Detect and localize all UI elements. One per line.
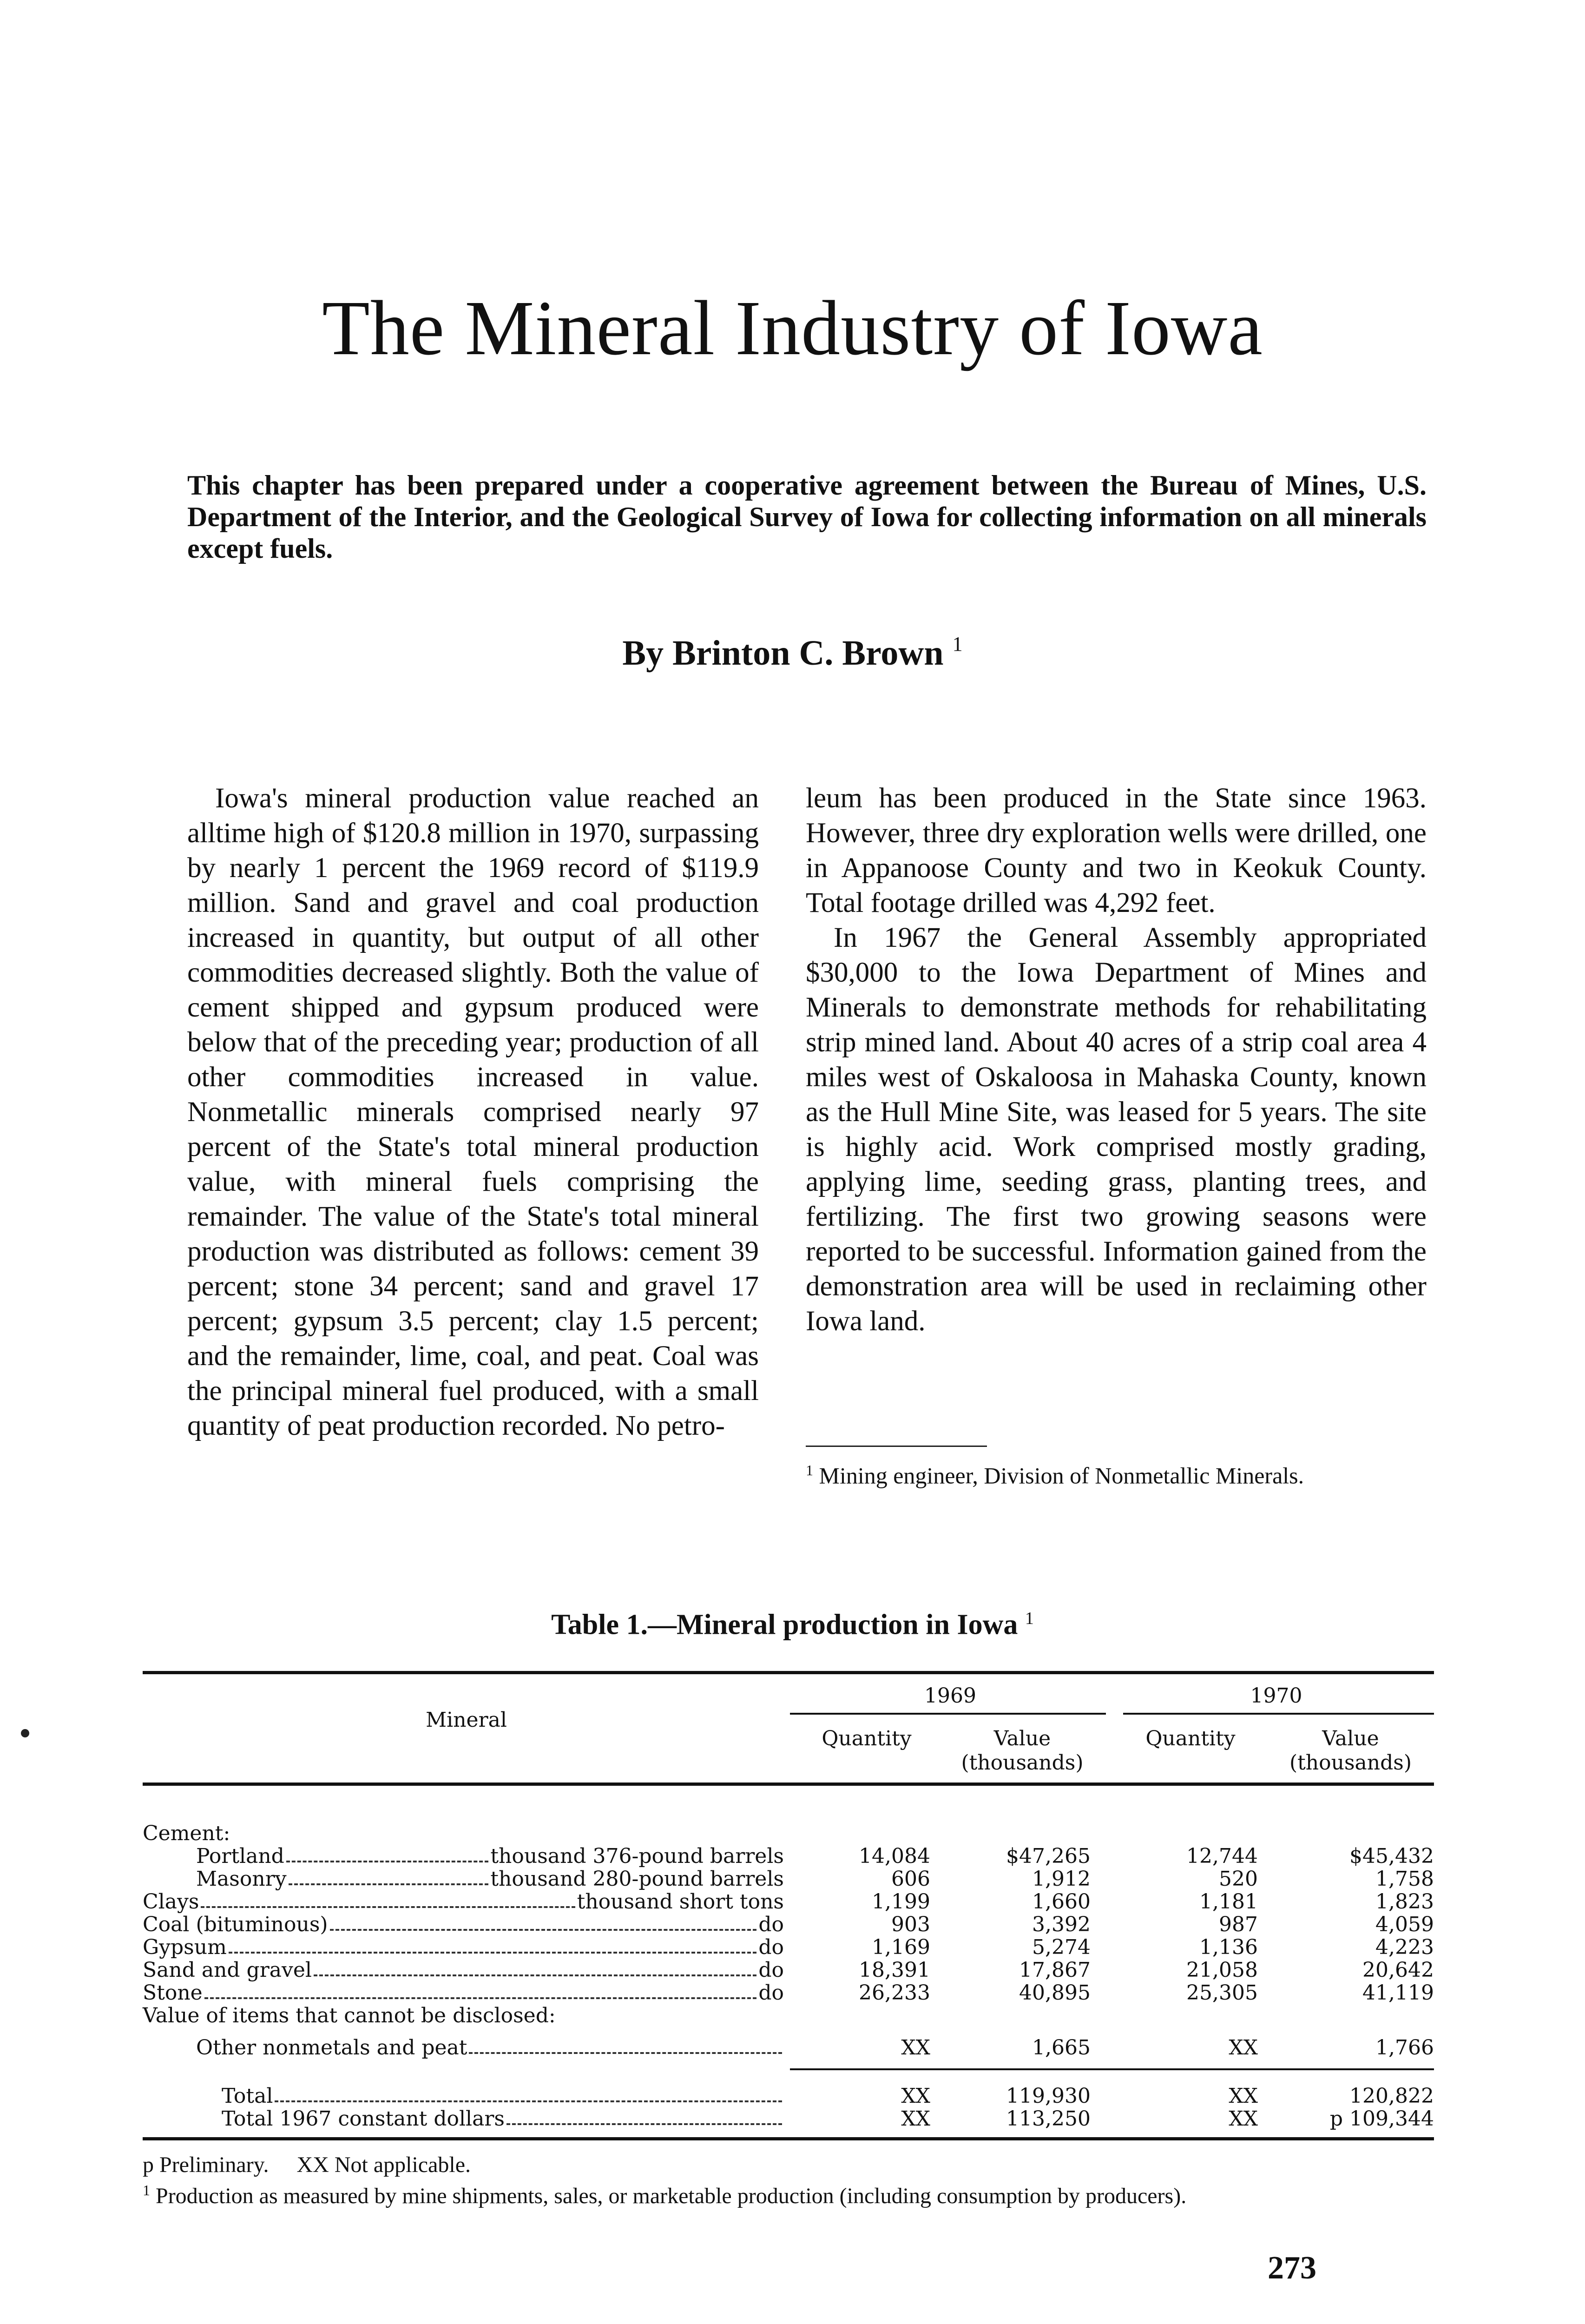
value-1970: $45,432 xyxy=(1349,1844,1434,1868)
header-year-1970: 1970 xyxy=(1250,1684,1302,1708)
leader-dots xyxy=(275,2085,782,2102)
quantity-1969: 26,233 xyxy=(859,1981,930,2005)
page-number: 273 xyxy=(1268,2250,1316,2286)
quantity-1970: 987 xyxy=(1219,1913,1258,1936)
quantity-1969: 18,391 xyxy=(859,1958,930,1982)
value-1970: 4,059 xyxy=(1375,1913,1434,1936)
quantity-1970: 21,058 xyxy=(1186,1958,1258,1982)
value-1969: 17,867 xyxy=(1019,1958,1091,1982)
footnote-mark: 1 xyxy=(952,633,963,655)
total-row xyxy=(143,2107,1434,2131)
unit-label: thousand short tons xyxy=(577,1890,784,1914)
quantity-1969: XX xyxy=(901,2107,930,2131)
body-column-right xyxy=(806,781,1427,1339)
year-rule xyxy=(790,1713,1106,1715)
value-1970: 120,822 xyxy=(1349,2084,1434,2108)
footnote-divider xyxy=(806,1446,987,1447)
quantity-1970: 12,744 xyxy=(1186,1844,1258,1868)
leader-dots xyxy=(201,1890,575,1908)
row-label xyxy=(143,1822,784,1845)
table-row xyxy=(143,2036,1434,2060)
value-1970: 1,766 xyxy=(1375,2036,1434,2060)
header-quantity-1970: Quantity xyxy=(1145,1727,1236,1750)
footnote-mark: 1 xyxy=(806,1462,813,1479)
quantity-1970: 1,181 xyxy=(1199,1890,1258,1914)
header-year-1969: 1969 xyxy=(924,1684,976,1708)
footnote-mark: 1 xyxy=(143,2182,150,2199)
value-1969: 1,912 xyxy=(1032,1867,1091,1891)
margin-dot xyxy=(21,1729,29,1737)
total-label: Total 1967 constant dollars xyxy=(222,2107,505,2131)
body-column-left xyxy=(187,781,759,1443)
header-value-1969 xyxy=(943,1727,1101,1775)
value-1970: 4,223 xyxy=(1375,1935,1434,1959)
total-label: Total xyxy=(222,2084,273,2108)
chapter-intro: This chapter has been prepared under a cooperative agreement between the Bureau of Mines, U.S. Department of the Interior, and the Geological Survey of Iowa for collecting information on all minerals except fuels. xyxy=(187,470,1427,564)
page-title: The Mineral Industry of Iowa xyxy=(322,285,1263,371)
value-1969: $47,265 xyxy=(1006,1844,1091,1868)
leader-dots xyxy=(229,1936,757,1954)
leader-dots xyxy=(469,2036,782,2054)
leader-dots xyxy=(204,1981,757,1999)
unit-label: do xyxy=(758,1935,784,1959)
value-1969: 1,660 xyxy=(1032,1890,1091,1914)
quantity-1969: 1,199 xyxy=(872,1890,930,1914)
table-top-rule xyxy=(143,1671,1434,1674)
table-title-text: Table 1.—Mineral production in Iowa xyxy=(551,1609,1018,1641)
paragraph: Iowa's mineral production value reached an alltime high of $120.8 million in 1970, surpassing by nearly 1 percent the 1969 record of $119.9 million. Sand and gravel and coal production increased in quantity, but output of all other commodities decreased slightly. Both the value of cement shipped and gypsum produced were below that of the preceding year; production of all other commodities increased in value. Nonmetallic minerals comprised nearly 97 percent of the State's total mineral production value, with mineral fuels comprising the remainder. The value of the State's total mineral production was distributed as follows: cement 39 percent; stone 34 percent; sand and gravel 17 percent; gypsum 3.5 percent; clay 1.5 percent; and the remainder, lime, coal, and peat. Coal was the principal mineral fuel produced, with a small quantity of peat production recorded. No petro- xyxy=(187,783,759,1441)
unit-label: thousand 376-pound barrels xyxy=(490,1844,784,1868)
value-1969: 113,250 xyxy=(1006,2107,1091,2131)
table-footnote-legend xyxy=(143,2152,1434,2178)
value-1969: 40,895 xyxy=(1019,1981,1091,2005)
value-1970: 41,119 xyxy=(1362,1981,1434,2005)
unit-label: do xyxy=(758,1981,784,2005)
leader-dots xyxy=(289,1868,489,1885)
quantity-1970: XX xyxy=(1229,2107,1258,2131)
table-row xyxy=(143,1868,1434,1891)
mineral-name: Coal (bituminous) xyxy=(143,1913,328,1936)
footnote-text: Mining engineer, Division of Nonmetallic Minerals. xyxy=(819,1462,1304,1489)
not-applicable-note: XX Not applicable. xyxy=(296,2152,471,2177)
table-row xyxy=(143,1822,1434,1845)
row-label xyxy=(143,1981,784,2005)
leader-dots xyxy=(286,1845,489,1862)
header-quantity-1969: Quantity xyxy=(822,1727,912,1750)
value-1969: 5,274 xyxy=(1032,1935,1091,1959)
header-value-1970 xyxy=(1267,1727,1434,1775)
header-value-unit: (thousands) xyxy=(1289,1751,1412,1775)
quantity-1969: XX xyxy=(901,2036,930,2060)
mineral-name: Value of items that cannot be disclosed: xyxy=(143,2004,556,2027)
row-label xyxy=(143,1936,784,1959)
table-row xyxy=(143,1981,1434,2005)
quantity-1969: 903 xyxy=(891,1913,930,1936)
author: By Brinton C. Brown xyxy=(622,634,944,673)
author-footnote xyxy=(806,1457,1427,1489)
year-rule xyxy=(1123,1713,1434,1715)
table-row xyxy=(143,2004,1434,2027)
quantity-1970: XX xyxy=(1229,2084,1258,2108)
mineral-name: Sand and gravel xyxy=(143,1958,312,1982)
quantity-1969: 606 xyxy=(891,1867,930,1891)
quantity-1969: XX xyxy=(901,2084,930,2108)
table-bottom-rule xyxy=(143,2137,1434,2140)
table-row xyxy=(143,1845,1434,1868)
header-bottom-rule xyxy=(143,1783,1434,1786)
value-1970: 20,642 xyxy=(1362,1958,1434,1982)
mineral-name: Gypsum xyxy=(143,1935,227,1959)
quantity-1970: 25,305 xyxy=(1186,1981,1258,2005)
row-label xyxy=(143,1868,784,1891)
row-label xyxy=(143,1845,784,1868)
leader-dots xyxy=(506,2107,782,2125)
quantity-1970: XX xyxy=(1229,2036,1258,2060)
header-mineral: Mineral xyxy=(426,1708,507,1732)
paragraph: leum has been produced in the State since 1963. However, three dry exploration wells were drilled, one in Appanoose County and two in Keokuk County. Total footage drilled was 4,292 feet. xyxy=(806,783,1427,918)
quantity-1969: 14,084 xyxy=(859,1844,930,1868)
row-label xyxy=(143,2107,784,2131)
header-value-label: Value xyxy=(1322,1727,1379,1750)
row-label xyxy=(143,1890,784,1914)
subtotal-rule xyxy=(790,2068,1434,2070)
table-row xyxy=(143,1959,1434,1982)
row-label xyxy=(143,2036,784,2060)
footnote-mark: 1 xyxy=(1025,1609,1034,1628)
unit-label: do xyxy=(758,1913,784,1936)
leader-dots xyxy=(314,1959,756,1976)
header-value-unit: (thousands) xyxy=(961,1751,1084,1775)
table-row xyxy=(143,1913,1434,1936)
row-label xyxy=(143,1959,784,1982)
quantity-1969: 1,169 xyxy=(872,1935,930,1959)
value-1970: 1,758 xyxy=(1375,1867,1434,1891)
table-footnotes xyxy=(143,2152,1434,2209)
table-footnote-1 xyxy=(143,2178,1434,2209)
value-1970: 1,823 xyxy=(1375,1890,1434,1914)
row-label xyxy=(143,2004,784,2027)
unit-label: do xyxy=(758,1958,784,1982)
unit-label: thousand 280-pound barrels xyxy=(490,1867,784,1891)
value-1970: p 109,344 xyxy=(1329,2107,1434,2131)
leader-dots xyxy=(330,1913,757,1931)
quantity-1970: 1,136 xyxy=(1199,1935,1258,1959)
value-1969: 119,930 xyxy=(1006,2084,1091,2108)
paragraph: In 1967 the General Assembly appropriated $30,000 to the Iowa Department of Mines and Minerals to demonstrate methods for rehabilitating strip mined land. About 40 acres of a strip coal area 4 miles west of Oskaloosa in Mahaska County, known as the Hull Mine Site, was leased for 5 years. The site is highly acid. Work comprised mostly grading, applying lime, seeding grass, planting trees, and fertilizing. The first two growing seasons were reported to be successful. Information gained from the demonstration area will be used in reclaiming other Iowa land. xyxy=(806,922,1427,1337)
value-1969: 1,665 xyxy=(1032,2036,1091,2060)
table-title xyxy=(0,1608,1585,1642)
mineral-name: Other nonmetals and peat xyxy=(196,2036,467,2060)
mineral-name: Clays xyxy=(143,1890,199,1914)
mineral-name: Portland xyxy=(196,1844,284,1868)
table-row xyxy=(143,1936,1434,1959)
mineral-name: Masonry xyxy=(196,1867,287,1891)
table-row xyxy=(143,1890,1434,1914)
quantity-1970: 520 xyxy=(1219,1867,1258,1891)
header-value-label: Value xyxy=(993,1727,1051,1750)
total-row xyxy=(143,2085,1434,2108)
footnote-text: Production as measured by mine shipments, sales, or marketable production (including consumption by producers). xyxy=(156,2184,1187,2208)
byline xyxy=(0,632,1585,673)
preliminary-note: p Preliminary. xyxy=(143,2152,269,2177)
mineral-name: Cement: xyxy=(143,1822,230,1845)
value-1969: 3,392 xyxy=(1032,1913,1091,1936)
row-label xyxy=(143,2085,784,2108)
row-label xyxy=(143,1913,784,1936)
mineral-name: Stone xyxy=(143,1981,203,2005)
